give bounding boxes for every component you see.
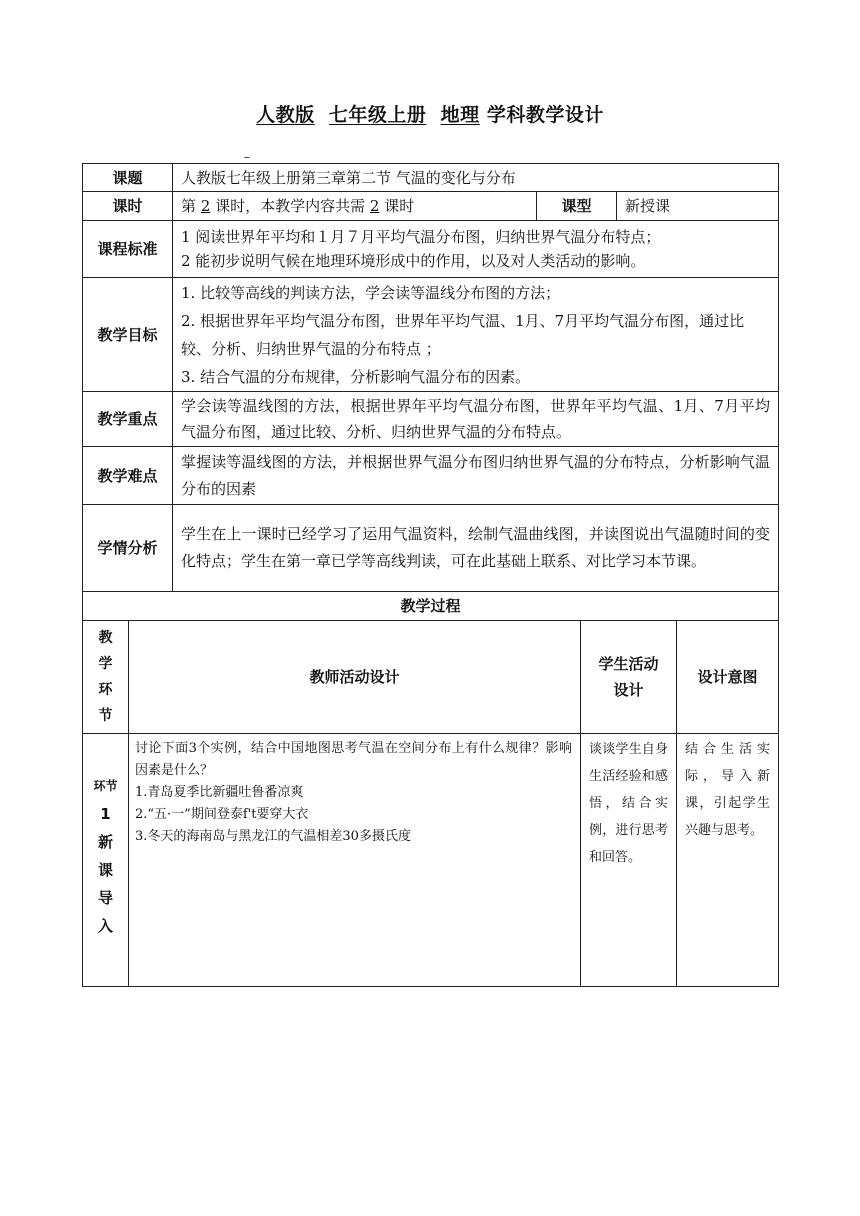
key-point-text: 学会读等温线图的方法，根据世界年平均气温分布图，世界年平均气温、1月、7月平均气温分布图，通过比较、分析、归纳世界气温的分布特点。 — [173, 392, 779, 447]
teacher-activity-line: 1.青岛夏季比新疆吐鲁番凉爽 — [135, 785, 304, 800]
period-row — [83, 192, 779, 221]
process-header-row — [83, 621, 779, 734]
standard-line: 1 阅读世界年平均和１月７月平均气温分布图，归纳世界气温分布特点； — [181, 228, 661, 246]
stage-header-char: 学 — [98, 656, 113, 672]
title-subject: 地理 — [440, 104, 480, 126]
process-heading: 教学过程 — [83, 592, 779, 621]
document-title — [0, 100, 860, 127]
stray-dash: – — [244, 150, 250, 164]
topic-row — [83, 164, 779, 192]
standard-content — [173, 221, 779, 278]
goal-label: 教学目标 — [83, 278, 173, 392]
stage1-number: 1 — [100, 805, 111, 823]
standard-row — [83, 221, 779, 278]
goal-line: 1. 比较等高线的判读方法，学会读等温线分布图的方法； — [181, 283, 561, 302]
teacher-column-header: 教师活动设计 — [129, 621, 581, 734]
stage-header-char: 节 — [98, 708, 113, 724]
stage1-name-char: 导 — [97, 889, 113, 907]
difficulty-row — [83, 447, 779, 505]
teacher-activity-line: 2.“五·一”期间登泰f't要穿大衣 — [135, 807, 309, 822]
period-suffix: 课时 — [384, 197, 415, 215]
stage1-prefix: 环节 — [93, 779, 118, 793]
topic-value: 人教版七年级上册第三章第二节 气温的变化与分布 — [173, 164, 779, 192]
period-label: 课时 — [83, 192, 173, 221]
stage1-label — [83, 734, 129, 987]
teacher-activity-line: 讨论下面3个实例，结合中国地图思考气温在空间分布上有什么规律？影响因素是什么？ — [135, 741, 572, 778]
period-prefix: 第 — [181, 197, 197, 215]
topic-label: 课题 — [83, 164, 173, 192]
stage-header-char: 教 — [98, 630, 113, 646]
stage1-name-char: 课 — [97, 861, 113, 879]
stage1-name-char: 新 — [97, 833, 113, 851]
intent-column-header: 设计意图 — [677, 621, 779, 734]
key-point-row — [83, 392, 779, 447]
goal-row — [83, 278, 779, 392]
title-grade: 七年级上册 — [328, 104, 427, 126]
goal-line: 3. 结合气温的分布规律，分析影响气温分布的因素。 — [181, 367, 531, 386]
standard-line: 2 能初步说明气候在地理环境形成中的作用，以及对人类活动的影响。 — [181, 252, 646, 270]
goal-line: 2. 根据世界年平均气温分布图，世界年平均气温、1月、7月平均气温分布图，通过比较、分析、归纳世界气温的分布特点 ； — [181, 311, 745, 358]
analysis-text: 学生在上一课时已经学习了运用气温资料，绘制气温曲线图，并读图说出气温随时间的变化特点；学生在第一章已学等高线判读，可在此基础上联系、对比学习本节课。 — [173, 505, 779, 592]
type-label: 课型 — [537, 192, 617, 221]
process-heading-row — [83, 592, 779, 621]
stage1-name-char: 入 — [97, 917, 113, 935]
analysis-row — [83, 505, 779, 592]
goal-content — [173, 278, 779, 392]
period-number: 2 — [200, 197, 211, 215]
period-middle: 课时，本教学内容共需 — [215, 197, 366, 215]
analysis-label: 学情分析 — [83, 505, 173, 592]
type-value: 新授课 — [617, 192, 779, 221]
teacher-activity-line: 3.冬天的海南岛与黑龙江的气温相差30多摄氏度 — [135, 829, 411, 844]
difficulty-label: 教学难点 — [83, 447, 173, 505]
student-column-header: 学生活动设计 — [581, 621, 677, 734]
stage-header-char: 环 — [98, 682, 113, 698]
stage1-row — [83, 734, 779, 987]
title-edition: 人教版 — [256, 104, 315, 126]
period-total: 2 — [369, 197, 380, 215]
standard-label: 课程标准 — [83, 221, 173, 278]
title-suffix: 学科教学设计 — [486, 104, 604, 126]
stage1-design-intent: 结合生活实际，导入新课，引起学生兴趣与思考。 — [677, 734, 779, 987]
key-point-label: 教学重点 — [83, 392, 173, 447]
period-value — [173, 192, 537, 221]
stage1-student-activity: 谈谈学生自身生活经验和感悟，结合实例，进行思考和回答。 — [581, 734, 677, 987]
stage1-teacher-activity — [129, 734, 581, 987]
teaching-process-table — [82, 591, 779, 987]
lesson-info-table — [82, 163, 779, 592]
difficulty-text: 掌握读等温线图的方法，并根据世界气温分布图归纳世界气温的分布特点，分析影响气温分布的因素 — [173, 447, 779, 505]
stage-column-header — [83, 621, 129, 734]
